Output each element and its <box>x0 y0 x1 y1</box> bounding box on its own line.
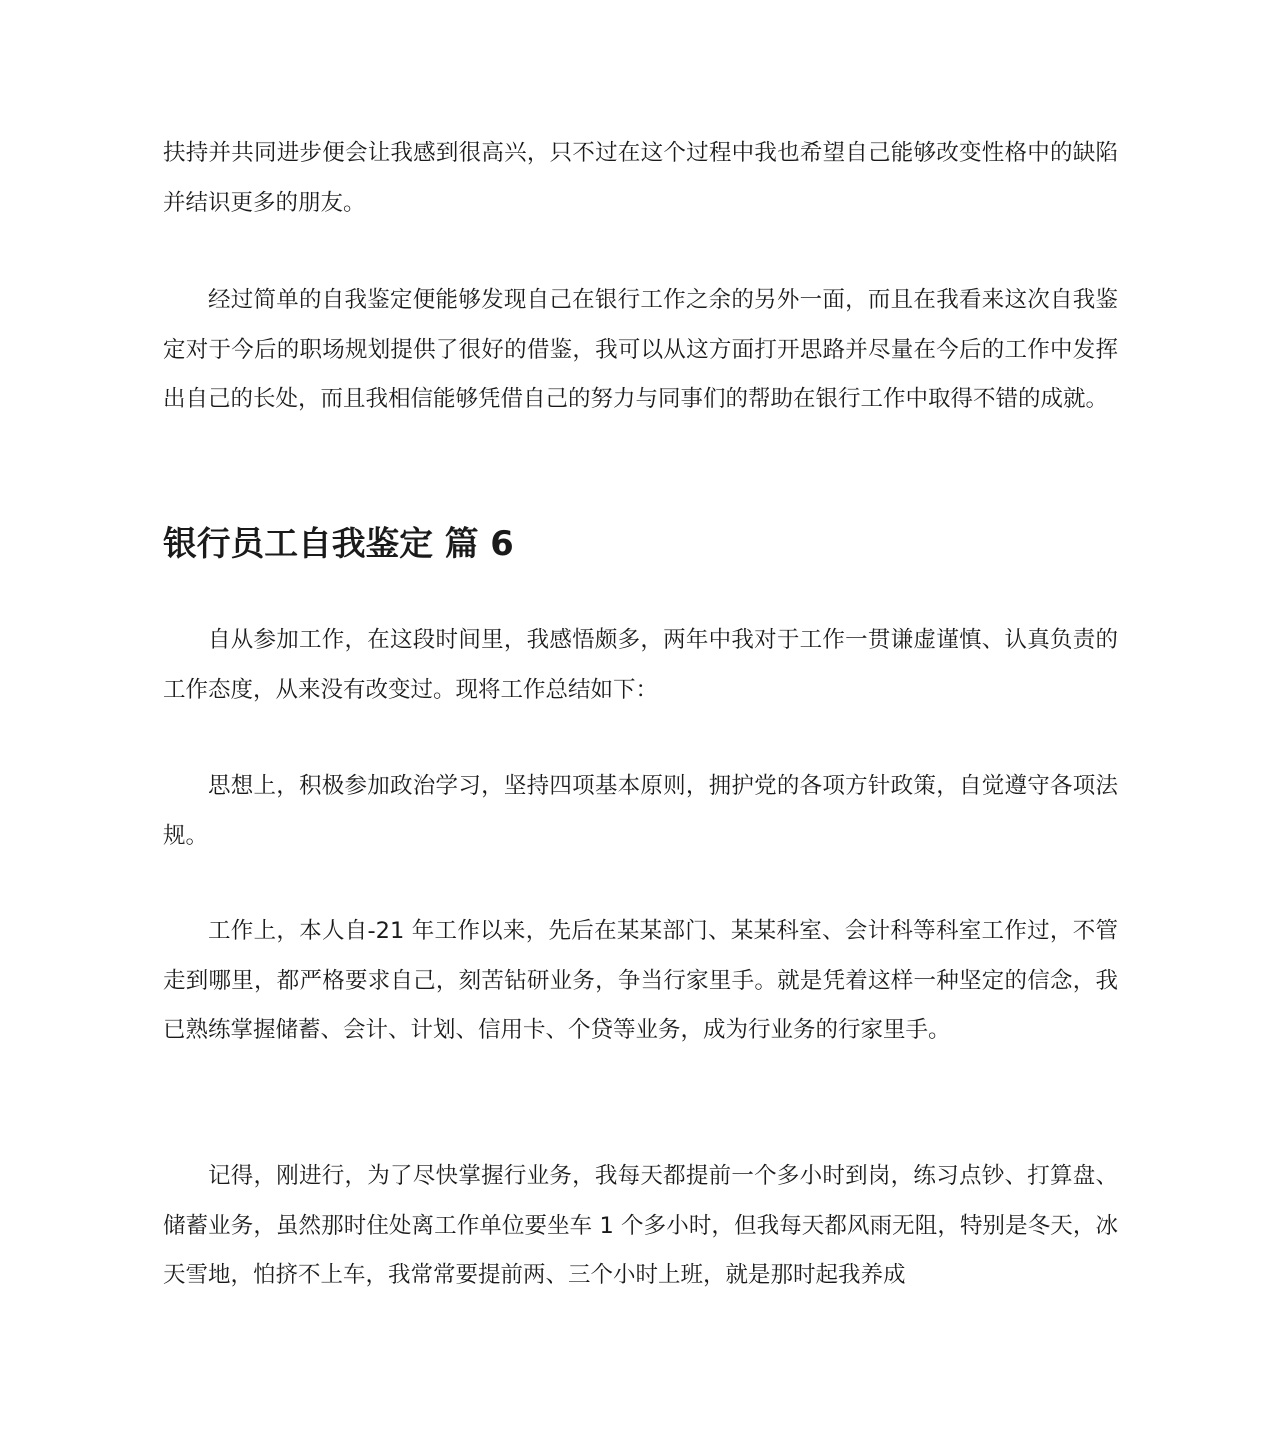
paragraph-summary: 经过简单的自我鉴定便能够发现自己在银行工作之余的另外一面，而且在我看来这次自我鉴定对于今后的职场规划提供了很好的借鉴，我可以从这方面打开思路并尽量在今后的工作中发挥出自己的长处，而且我相信能够凭借自己的努力与同事们的帮助在银行工作中取得不错的成就。 <box>163 287 1118 412</box>
paragraph-intro: 自从参加工作，在这段时间里，我感悟颇多，两年中我对于工作一贯谦虚谨慎、认真负责的工作态度，从来没有改变过。现将工作总结如下： <box>163 627 1118 703</box>
paragraph-ideology: 思想上，积极参加政治学习，坚持四项基本原则，拥护党的各项方针政策，自觉遵守各项法规。 <box>163 773 1118 849</box>
section-heading: 银行员工自我鉴定 篇 6 <box>163 524 514 563</box>
paragraph-continuation: 扶持并共同进步便会让我感到很高兴，只不过在这个过程中我也希望自己能够改变性格中的缺陷并结识更多的朋友。 <box>163 140 1118 216</box>
paragraph-memory: 记得，刚进行，为了尽快掌握行业务，我每天都提前一个多小时到岗，练习点钞、打算盘、储蓄业务，虽然那时住处离工作单位要坐车 1 个多小时，但我每天都风雨无阻，特别是冬天，冰天雪地，怕挤不上车，我常常要提前两、三个小时上班，就是那时起我养成 <box>163 1163 1118 1288</box>
paragraph-work: 工作上，本人自-21 年工作以来，先后在某某部门、某某科室、会计科等科室工作过，不管走到哪里，都严格要求自己，刻苦钻研业务，争当行家里手。就是凭着这样一种坚定的信念，我已熟练掌握储蓄、会计、计划、信用卡、个贷等业务，成为行业务的行家里手。 <box>163 918 1118 1043</box>
